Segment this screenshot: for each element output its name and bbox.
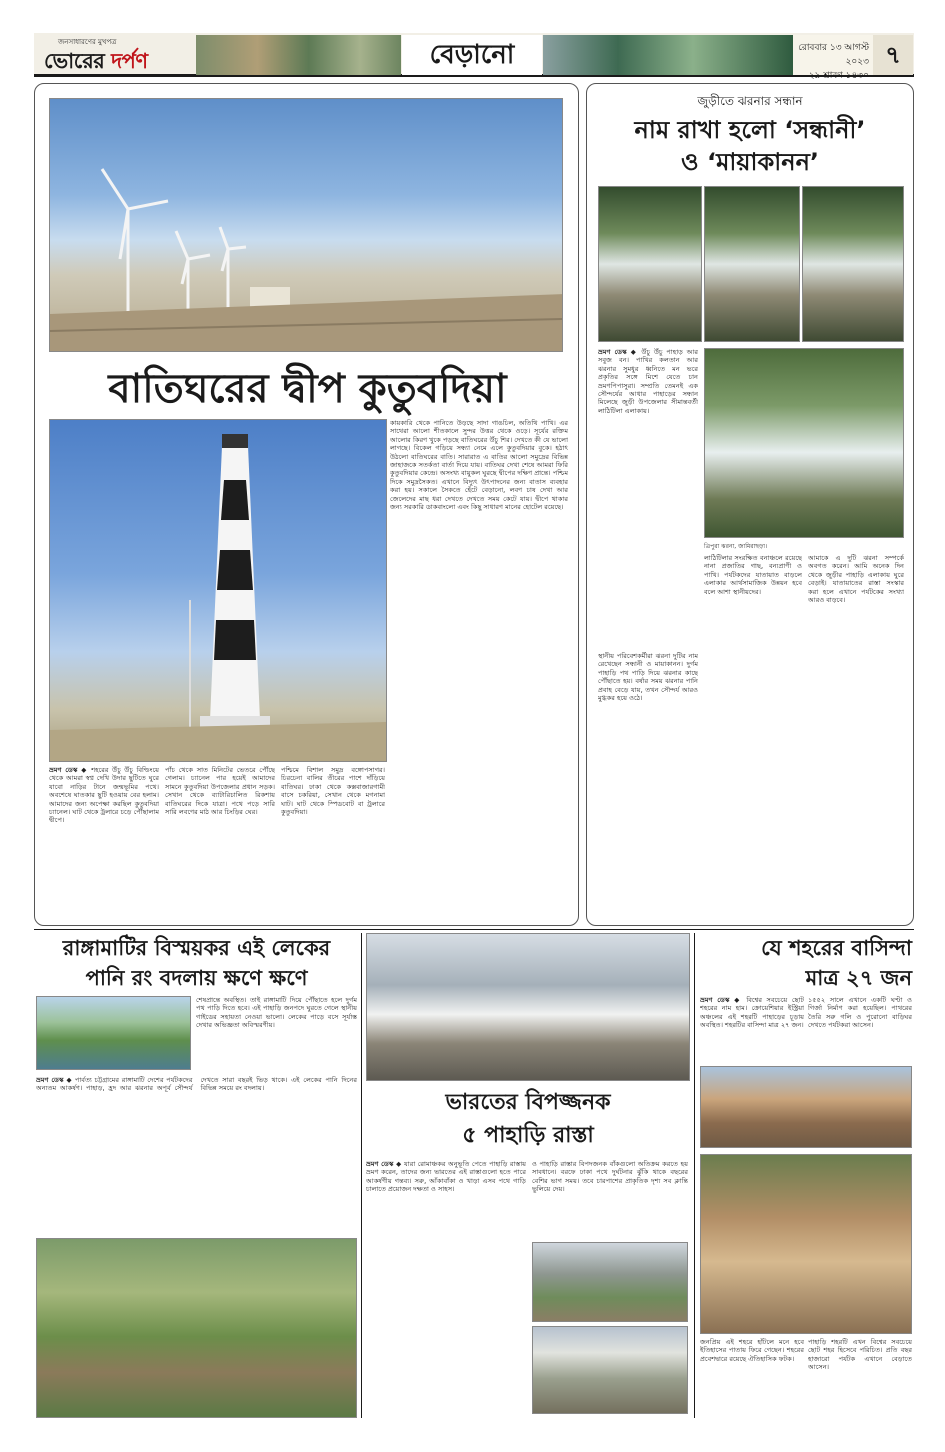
waterfall-column-3: লাঠিটিলার সংরক্ষিত বনাঞ্চলে রয়েছে নানা প্রজাতির গাছ, বন্যপ্রাণী ও পাখি। পর্যটকদের যাতায়াত বাড়লে এলাকার আর্থসামাজিক উন্নয়ন হবে বলে আশা স্থানীয়দের। xyxy=(704,554,802,596)
waterfall-byline: ভ্রমণ ডেস্ক ◆ xyxy=(598,348,638,356)
headline-lake[interactable]: রাঙ্গামাটির বিস্ময়কর এই লেকের পানি রং বদলায় ক্ষণে ক্ষণে xyxy=(62,936,331,990)
column-rule-1 xyxy=(361,933,362,1418)
waterfall-photo-2 xyxy=(704,186,800,342)
logo-tagline: জনসাধারণের মুখপত্র xyxy=(58,38,117,46)
masthead-photo-right xyxy=(543,35,793,75)
windmill-photo xyxy=(49,98,563,352)
roads-column-2: ও পাহাড়ি রাস্তার বিপদজনক বাঁকগুলো অতিক্রম করতে হয় সাবধানে। বরফে ঢাকা পথে দুর্ঘটনার ঝুঁকি থাকে বছরের বেশির ভাগ সময়। তবে চারপাশের প্রাকৃতিক দৃশ্য সব ক্লান্তি ভুলিয়ে দেয়। xyxy=(532,1160,688,1194)
waterfall-photo-3 xyxy=(802,186,904,342)
lake-column-top: শেষপ্রান্তে অবস্থিত। তাই রাঙ্গামাটি দিয়ে পৌঁছাতে হলে দুর্গম পথ পাড়ি দিতে হবে। এই পাহাড়ি জনপদে ঘুরতে গেলে স্থানীয় গাইডের সহায়তা নেওয়া ভালো। লেকের পাড়ে বসে সূর্যাস্ত দেখার অভিজ্ঞতা অবিস্মরণীয়। xyxy=(196,996,357,1030)
town-byline: ভ্রমণ ডেস্ক ◆ xyxy=(700,996,742,1004)
town-column-4: পাহাড়ি শহরটি এখন বিশ্বের সবচেয়ে ছোট শহর হিসেবে পরিচিত। প্রতি বছর হাজারো পর্যটক এখানে বেড়াতে আসেন। xyxy=(808,1338,912,1372)
road-photo-valley xyxy=(532,1242,688,1322)
windmill-illustration xyxy=(50,99,563,352)
headline-roads[interactable]: ভারতের বিপজ্জনক ৫ পাহাড়ি রাস্তা xyxy=(445,1090,611,1148)
headline-waterfall[interactable]: নাম রাখা হলো ‘সন্ধানী’ ও ‘মায়াকানন’ xyxy=(634,116,866,176)
logo-wordmark: ভোরের দর্পণ xyxy=(44,49,148,73)
kutubdia-column-3: পাঁচ থেকে সাত মিনিটের ভেতরে পৌঁছে গেলাম। চ্যানেল পার হয়েই আমাদের সামনে কুতুবদিয়া উপজেলার প্রধান সড়ক। সেখান থেকে ব্যাটারিচালিত রিকশায় বাতিঘরের দিকে যাত্রা। পথে পড়ে সারি সারি লবণের মাঠ আর চিংড়ির ঘের। xyxy=(165,766,275,817)
town-column-3: জনপ্রিয় এই শহরে হাঁটলে মনে হবে ইতিহাসের পাতায় ফিরে গেছেন। শহরের প্রবেশদ্বারে রয়েছে ঐতিহাসিক ফটক। xyxy=(700,1338,804,1363)
kutubdia-column-1: কায়কারি থেকে পানিতে উড়ছে সাদা গাঙচিল, অতিথি পাখি। এর সাথেরা আলো শীতকালে সুন্দর উত্তর থেকে ওড়ে। সূর্যের রক্তিম আলোর কিরণ খুকে পড়ছে বাতিঘরের উঁচু শির। দেখতে কী যে ভালো লাগছে। বিকেল গড়িয়ে সন্ধ্যা নেমে এলে কুতুবদিয়ার বুকে। হঠাৎ উঠলো বাতিঘরের বাতি। সারারাত এ বাতির আলো সমুদ্রের বিভিন্ন জাহাজকে সতর্কতা বার্তা দিয়ে যায়। বাতিঘর দেখা শেষে আমরা ফিরি কুতুবদিয়ার কেন্দ্রে। অসংখ্য বায়ুকল ঘুরছে দ্বীপের দক্ষিণ প্রান্তে। পশ্চিম দিকে সমুদ্রসৈকত। এখানে বিদ্যুৎ উৎপাদনের জন্য বাতাস ব্যবহার করা হয়। সকালে সৈকতে হেঁটে বেড়ানো, লবণ চাষ দেখা আর জেলেদের মাছ ধরা দেখতে দেখতে সময় কেটে যায়। দ্বীপে থাকার জন্য সরকারি ডাকবাংলো এবং কিছু সাধারণ মানের হোটেল রয়েছে। xyxy=(390,419,568,512)
page-number: ৭ xyxy=(873,35,913,75)
waterfall-photo-1 xyxy=(598,186,702,342)
roads-column-1: ভ্রমণ ডেস্ক ◆ যারা রোমাঞ্চকর অনুভূতি পেতে পাহাড়ি রাস্তায় ভ্রমণ করেন, তাদের জন্য ভারতের এই রাস্তাগুলো হতে পারে আকর্ষণীয় গন্তব্য। সরু, আঁকাবাঁকা ও খাড়া এসব পথে গাড়ি চালাতে প্রয়োজন দক্ষতা ও সাহস। xyxy=(366,1160,526,1194)
date-box xyxy=(793,35,873,81)
lake-photo-large xyxy=(36,1238,357,1418)
lighthouse-photo xyxy=(49,419,387,762)
waterfall-photo-caption: ত্রিপুরা ঝরনা, জামিরাছড়া। xyxy=(704,543,768,550)
lake-column-body: ভ্রমণ ডেস্ক ◆ পার্বত্য চট্টগ্রামের রাঙ্গামাটি দেশের পর্যটকদের অন্যতম আকর্ষণ। পাহাড়, হ্রদ আর ঝরনার অপূর্ব সৌন্দর্য দেখতে সারা বছরই ভিড় থাকে। এই লেকের পানি দিনের বিভিন্ন সময়ে রং বদলায়। xyxy=(36,1076,357,1093)
lighthouse-illustration xyxy=(50,420,387,762)
date-gregorian: রোববার ১৩ আগস্ট ২০২৩ xyxy=(798,43,869,67)
column-rule-2 xyxy=(694,933,695,1418)
waterfall-column-4: আমাকে এ দুটি ঝরনা সম্পর্কে অবগত করেন। আমি অনেক দিন থেকে জুড়ীর পাহাড়ি এলাকায় ঘুরে বেড়াই। যাতায়াতের রাস্তা সংস্কার করা হলে এখানে পর্যটকের সংখ্যা আরও বাড়বে। xyxy=(808,554,904,605)
waterfall-column-1: ভ্রমণ ডেস্ক ◆ উঁচু উঁচু পাহাড় আর সবুজ বন। পাখির কলতান আর ঝরনার সুমধুর ধ্বনিতে মন ভরে প্রকৃতির সঙ্গে মিশে যেতে চান ভ্রমণপিপাসুরা। সম্প্রতি তেমনই এক সৌন্দর্যের আধার পাহাড়ের সন্ধান মিলেছে জুড়ী উপজেলার সীমান্তবর্তী লাঠিটিলা এলাকায়। xyxy=(598,348,698,415)
kutubdia-byline: ভ্রমণ ডেস্ক ◆ xyxy=(49,766,88,774)
kutubdia-column-2: ভ্রমণ ডেস্ক ◆ শহরের উঁচু উঁচু বিল্ডিংয়ে থেকে আমরা স্বপ্ন দেখি উদার ছুটিতে ঘুরে যাবো নাড়ির টানে জন্মভূমির পথে। অবশেষে ঘাতকার ছুটি হওয়ায় বের হলাম। আমাদের জন্য অপেক্ষা করছিল কুতুবদিয়া চ্যানেল। ঘাট থেকে ট্রলারে চড়ে পৌঁছালাম দ্বীপে। xyxy=(49,766,159,825)
waterfall-column-2: স্থানীয় পরিবেশকর্মীরা ঝরনা দুটির নাম রেখেছেন সন্ধানী ও মায়াকানন। দুর্গম পাহাড়ি পথ পাড়ি দিয়ে ঝরনার কাছে পৌঁছাতে হয়। বর্ষার সময় ঝরনার পানি প্রবাহ বেড়ে যায়, তখন সৌন্দর্য আরও মুগ্ধকর হয়ে ওঠে। xyxy=(598,652,698,703)
newspaper-logo[interactable] xyxy=(34,35,192,75)
headline-kutubdia[interactable]: বাতিঘরের দ্বীপ কুতুবদিয়া xyxy=(108,366,507,412)
masthead-photo-left xyxy=(196,35,401,75)
waterfall-photo-large xyxy=(704,348,904,538)
waterfall-kicker: জুড়ীতে ঝরনার সন্ধান xyxy=(697,94,803,108)
town-column-2: ১৫৫২ সালে এখানে একটি ঘণ্টা ও গির্জা নির্মাণ করা হয়েছিল। পাথরের তৈরি সরু গলি ও পুরোনো বাড়িঘর দেখতে পর্যটকরা আসেন। xyxy=(808,996,912,1030)
road-photo-snow xyxy=(532,1326,688,1414)
section-title: বেড়ানো xyxy=(402,35,542,75)
town-photo-alley xyxy=(700,1154,912,1334)
mountain-road-photo xyxy=(366,933,690,1081)
lake-photo-small xyxy=(36,996,191,1070)
headline-town[interactable]: যে শহরের বাসিন্দা মাত্র ২৭ জন xyxy=(761,936,912,990)
town-photo-church xyxy=(700,1066,912,1148)
town-column-1: ভ্রমণ ডেস্ক ◆ বিশ্বের সবচেয়ে ছোট শহরের নাম হাম। ক্রোয়েশিয়ার ইস্ট্রিয়া অঞ্চলের এই শহরটি পাহাড়ের চূড়ায় অবস্থিত। শহরটির বাসিন্দা মাত্র ২৭ জন। xyxy=(700,996,804,1030)
roads-byline: ভ্রমণ ডেস্ক ◆ xyxy=(366,1160,402,1168)
section-divider xyxy=(34,929,914,930)
lake-byline: ভ্রমণ ডেস্ক ◆ xyxy=(36,1076,73,1084)
kutubdia-column-4: পশ্চিমে বিশাল সমুদ্র বঙ্গোপসাগর। চিরচেনা বালির তীরের পাশে দাঁড়িয়ে বাতিঘর। ঢাকা থেকে কক্সবাজারগামী বাসে চকরিয়া, সেখান থেকে মগনামা ঘাট। ঘাট থেকে স্পিডবোট বা ট্রলারে কুতুবদিয়া। xyxy=(281,766,385,817)
date-bangla: ২৯ শ্রাবণ ১৪৩০ xyxy=(808,71,869,81)
